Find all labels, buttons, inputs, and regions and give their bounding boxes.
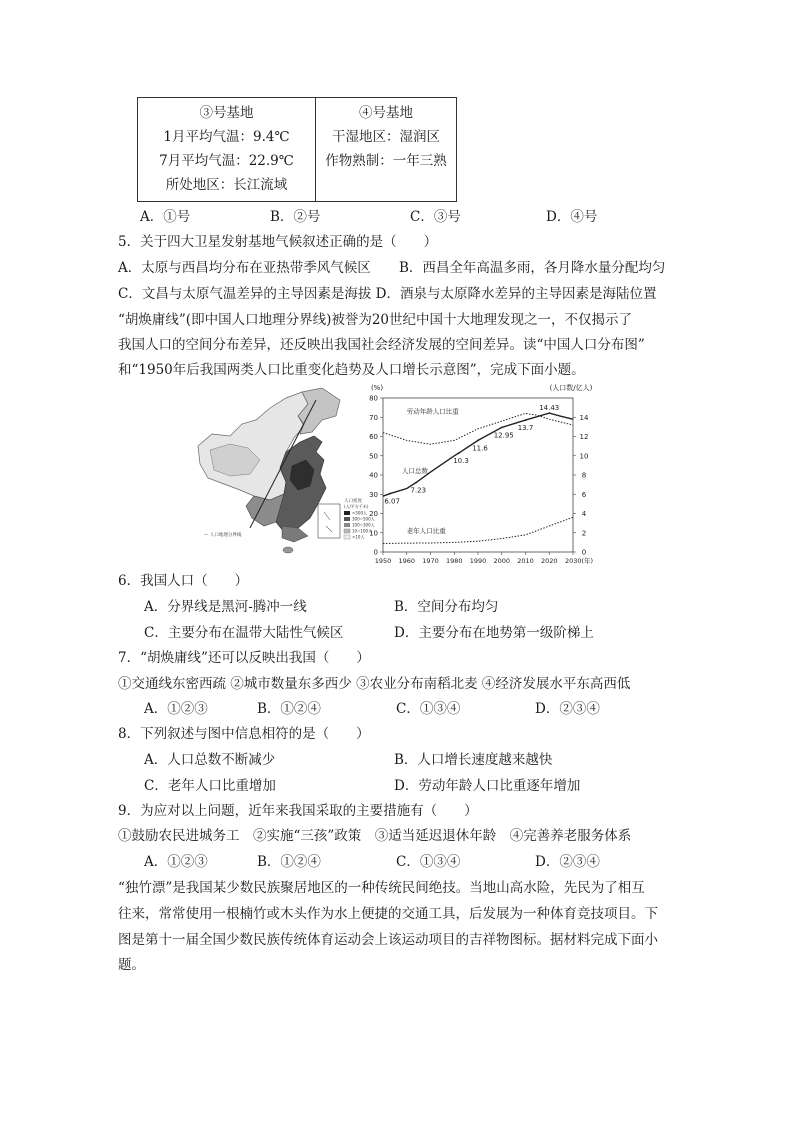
q5-option-b[interactable]: B．西昌全年高温多雨，各月降水量分配均匀: [399, 260, 666, 276]
map-south-region: [282, 526, 308, 542]
x-tick-label: 2030(年): [564, 557, 594, 565]
data-label: 12.95: [493, 431, 514, 440]
left-tick-label: 60: [369, 433, 378, 441]
q6-option-b[interactable]: B．空间分布均匀: [394, 599, 499, 615]
q6-option-c[interactable]: C．主要分布在温带大陆性气候区: [144, 625, 344, 641]
intro2-line4: 题。: [118, 957, 145, 973]
data-label: 10.3: [453, 456, 469, 465]
legend-label-5: <10人: [352, 534, 365, 540]
base-table: [137, 97, 457, 202]
q7-stem: 7．“胡焕庸线”还可以反映出我国（ ）: [118, 650, 370, 666]
legend-label-4: 10~100人: [352, 528, 373, 534]
left-tick-label: 40: [369, 471, 378, 480]
map-legend-title: 人口密度: [344, 499, 362, 504]
q9-option-b[interactable]: B．①②④: [257, 854, 321, 870]
legend-swatch-4: [344, 529, 350, 533]
intro1-line1: “胡焕庸线”(即中国人口地理分界线)被誉为20世纪中国十大地理发现之一，不仅揭示了: [118, 312, 633, 328]
x-tick-label: 2010: [517, 557, 534, 565]
q4-option-b[interactable]: B．②号: [270, 209, 321, 225]
right-axis-label: (人口数/亿人): [549, 384, 593, 392]
q7-option-b[interactable]: B．①②④: [257, 701, 321, 717]
q8-stem: 8．下列叙述与图中信息相符的是（ ）: [118, 726, 370, 742]
x-tick-label: 2020: [540, 557, 558, 565]
q4-option-d[interactable]: D．④号: [546, 209, 598, 225]
base4-title: ④号基地: [359, 105, 413, 121]
q5-stem: 5．关于四大卫星发射基地气候叙述正确的是（ ）: [118, 234, 438, 250]
left-tick-label: 70: [369, 413, 378, 422]
legend-label-1: >500人: [352, 510, 367, 516]
q7-option-a[interactable]: A．①②③: [144, 701, 208, 717]
right-tick-label: 0: [581, 548, 587, 557]
right-tick-label: 2: [581, 529, 587, 538]
map-inset: [318, 504, 340, 538]
data-label: 13.7: [517, 424, 534, 433]
base3-line3: 所处地区：长江流域: [165, 177, 288, 193]
data-label: 11.6: [472, 444, 488, 453]
left-tick-label: 10: [369, 529, 378, 538]
annotation-labor: 劳动年龄人口比重: [406, 407, 459, 416]
intro2-line3: 图是第十一届全国少数民族传统体育运动会上该运动项目的吉祥物图标。据材料完成下面小: [118, 932, 658, 948]
q6-option-d[interactable]: D．主要分布在地势第一级阶梯上: [394, 625, 594, 641]
legend-swatch-5: [344, 535, 350, 539]
base3-cell: [138, 101, 315, 197]
q6-option-a[interactable]: A．分界线是黑河-腾冲一线: [144, 599, 307, 615]
data-label: 7.23: [410, 486, 427, 495]
annotation-total: 人口总数: [402, 467, 428, 476]
q8-option-d[interactable]: D．劳动年龄人口比重逐年增加: [394, 778, 581, 794]
left-tick-label: 80: [369, 394, 378, 403]
q7-option-d[interactable]: D．②③④: [535, 701, 600, 717]
data-label: 14.43: [539, 404, 560, 413]
q5-option-cd[interactable]: C．文昌与太原气温差异的主导因素是海拔 D．酒泉与太原降水差异的主导因素是海陆位置: [118, 286, 657, 302]
data-point: [548, 412, 550, 414]
x-tick-label: 1950: [374, 557, 392, 565]
q9-stem: 9．为应对以上问题，近年来我国采取的主要措施有（ ）: [118, 803, 478, 819]
data-point: [525, 419, 527, 421]
base4-line2: 作物熟制：一年三熟: [325, 153, 447, 169]
data-point: [415, 482, 417, 484]
right-tick-label: 10: [579, 452, 589, 461]
left-tick-label: 30: [369, 490, 378, 499]
q8-option-a[interactable]: A．人口总数不断减少: [144, 752, 276, 768]
x-tick-label: 1980: [445, 557, 463, 565]
legend-swatch-3: [344, 523, 350, 527]
legend-swatch-2: [344, 517, 350, 521]
right-tick-label: 4: [581, 510, 587, 518]
q7-items: ①交通线东密西疏 ②城市数量东多西少 ③农业分布南稻北麦 ④经济发展水平东高西低: [118, 676, 631, 692]
left-tick-label: 50: [369, 452, 378, 461]
base4-line1: 干湿地区：湿润区: [332, 129, 440, 145]
map-line-label: — 人口地理分界线: [204, 533, 242, 538]
map-hainan: [283, 547, 293, 553]
legend-label-3: 100~300人: [352, 522, 375, 528]
right-tick-label: 12: [579, 433, 589, 441]
q4-option-c[interactable]: C．③号: [410, 209, 461, 225]
q9-option-a[interactable]: A．①②③: [144, 854, 208, 870]
intro2-line1: “独竹漂”是我国某少数民族聚居地区的一种传统民间绝技。当地山高水险，先民为了相互: [118, 880, 645, 896]
q7-option-c[interactable]: C．①③④: [396, 701, 461, 717]
right-tick-label: 8: [581, 471, 587, 480]
series-line-0: [383, 413, 573, 496]
q4-option-a[interactable]: A．①号: [140, 209, 191, 225]
annotation-elderly: 老年人口比重: [406, 526, 446, 535]
q8-option-c[interactable]: C．老年人口比重增加: [144, 778, 276, 794]
q9-items: ①鼓励农民进城务工 ②实施“三孩”政策 ③适当延迟退休年龄 ④完善养老服务体系: [118, 828, 632, 844]
intro2-line2: 往来，常常使用一根楠竹或木头作为水上便捷的交通工具，后发展为一种体育竞技项目。下: [118, 906, 658, 922]
left-axis-label: (%): [370, 384, 384, 392]
base4-cell: [316, 101, 456, 173]
x-tick-label: 1990: [469, 557, 487, 565]
x-tick-label: 1970: [422, 557, 439, 565]
right-tick-label: 6: [581, 490, 587, 499]
q8-option-b[interactable]: B．人口增长速度越来越快: [394, 752, 553, 768]
data-label: 6.07: [384, 497, 400, 506]
left-tick-label: 0: [373, 548, 378, 557]
left-tick-label: 20: [369, 510, 378, 518]
population-trend-chart: [355, 378, 605, 570]
map-legend-unit: (人/平方千米): [344, 504, 369, 509]
data-point: [477, 439, 479, 441]
legend-swatch-1: [344, 511, 350, 515]
q9-option-d[interactable]: D．②③④: [535, 854, 600, 870]
data-point: [501, 426, 503, 428]
intro1-line3: 和“1950年后我国两类人口比重变化趋势及人口增长示意图”，完成下面小题。: [118, 362, 585, 378]
q5-option-a[interactable]: A．太原与西昌均分布在亚热带季风气候区: [118, 260, 371, 276]
q9-option-c[interactable]: C．①③④: [396, 854, 461, 870]
base3-line2: 7月平均气温：22.9℃: [159, 153, 294, 169]
legend-label-2: 300~500人: [352, 516, 375, 522]
intro1-line2: 我国人口的空间分布差异，还反映出我国社会经济发展的空间差异。读“中国人口分布图”: [118, 337, 645, 353]
map-northeast-region: [298, 388, 340, 434]
x-tick-label: 2000: [493, 557, 511, 565]
base3-title: ③号基地: [199, 105, 254, 121]
base3-line1: 1月平均气温：9.4℃: [163, 129, 290, 145]
data-point: [458, 452, 460, 454]
right-tick-label: 14: [579, 413, 589, 422]
x-tick-label: 1960: [398, 557, 416, 565]
data-point: [389, 493, 391, 495]
q6-stem: 6．我国人口（ ）: [118, 573, 249, 589]
